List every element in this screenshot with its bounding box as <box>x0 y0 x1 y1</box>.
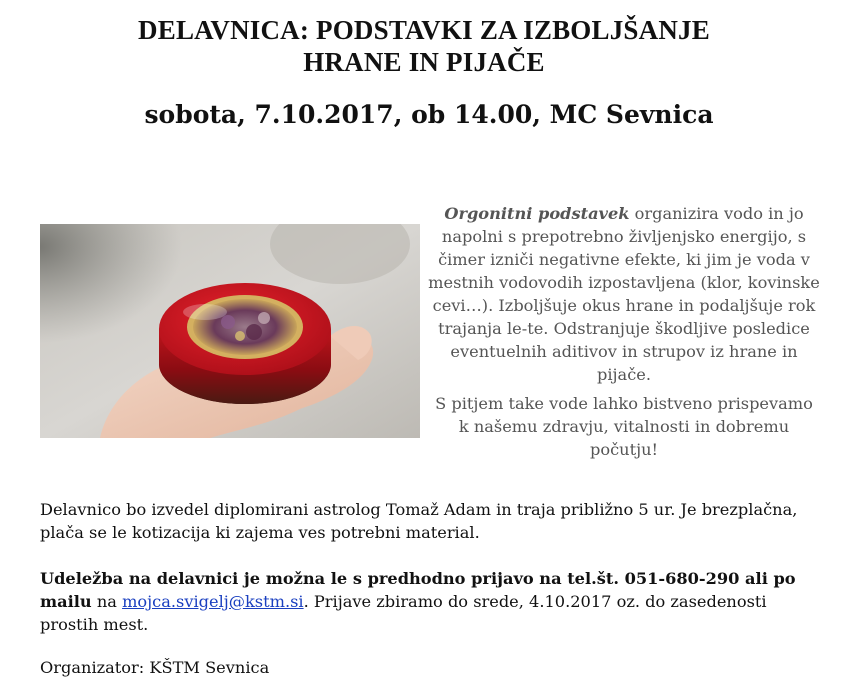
description-lead <box>428 202 820 386</box>
description-benefit: S pitjem take vode lahko bistveno prispevamo k našemu zdravju, vitalnosti in dobremu počutju! <box>435 394 813 459</box>
registration-deadline: . Prijave zbiramo do srede, 4.10.2017 oz. do zasedenosti prostih mest. <box>40 592 767 634</box>
description-lead-text: organizira vodo in jo napolni s prepotrebno življenjsko energijo, s čimer izniči negativne efekte, ki jim je voda v mestnih vodovodih izpostavljena (klor, kovinske cevi…). Izboljšuje okus hrane in podaljšuje rok trajanja le-te. Odstranjuje škodljive posledice eventuelnih aditivov in strupov iz hrane in pijače. <box>428 204 820 384</box>
organizer: Organizator: KŠTM Sevnica <box>40 658 270 677</box>
title-line-2: HRANE IN PIJAČE <box>303 47 545 77</box>
event-date-location: sobota, 7.10.2017, ob 14.00, MC Sevnica <box>144 100 714 129</box>
email-link[interactable]: mojca.svigelj@kstm.si <box>122 592 304 611</box>
orgonite-photo <box>40 224 420 438</box>
registration-info <box>40 567 820 636</box>
product-description <box>428 202 820 461</box>
registration-bold: Udeležba na delavnici je možna le s predhodno prijavo na tel.št. 051-680-290 ali po mailu <box>40 569 796 611</box>
registration-mid: na <box>91 592 123 611</box>
workshop-info: Delavnico bo izvedel diplomirani astrolog Tomaž Adam in traja približno 5 ur. Je brezplačna, plača se le kotizacija ki zajema ves potrebni material. <box>40 500 798 542</box>
page-title <box>0 14 848 78</box>
product-name: Orgonitni podstavek <box>444 204 630 223</box>
title-line-1: DELAVNICA: PODSTAVKI ZA IZBOLJŠANJE <box>138 15 710 45</box>
